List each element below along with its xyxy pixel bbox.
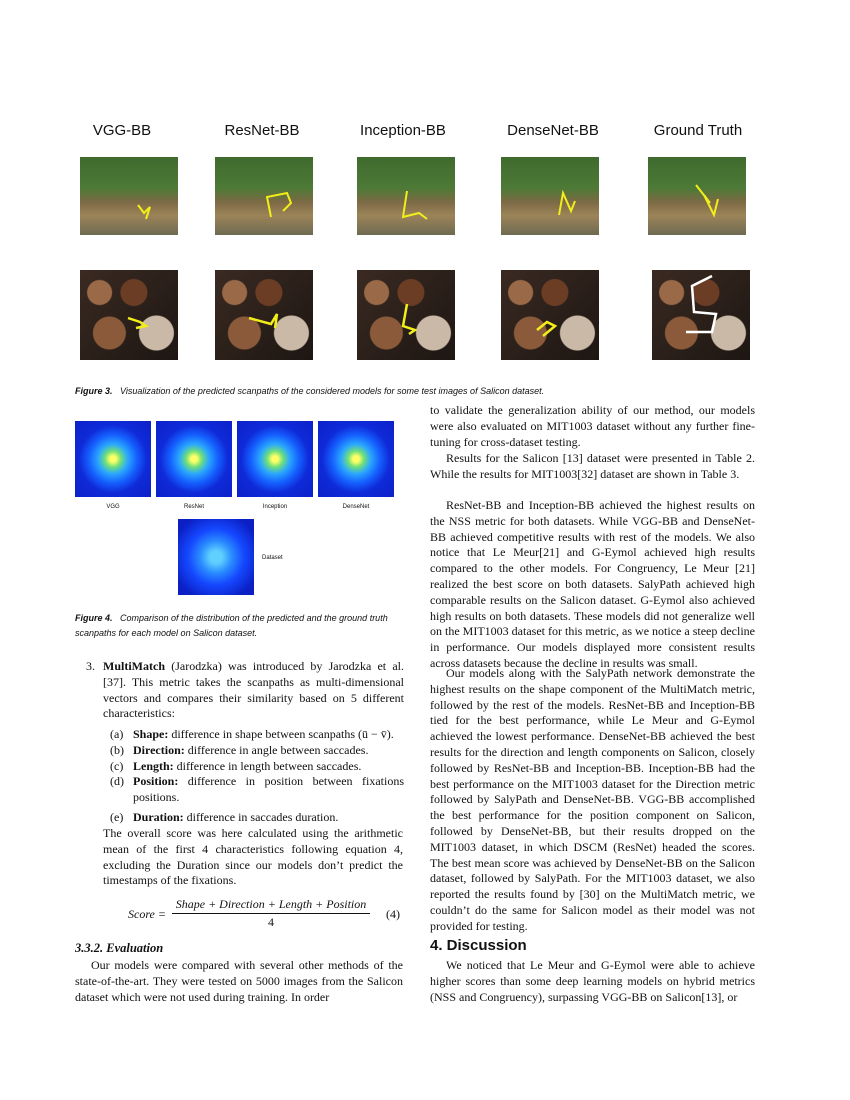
list-item: (e) Duration: difference in saccades duration. bbox=[110, 809, 339, 824]
right-paragraph-2: Results for the Salicon [13] dataset were presented in Table 2. While the results for MIT1003[32] dataset are shown in Table 3. bbox=[430, 451, 755, 481]
figure3-caption bbox=[75, 386, 775, 396]
column-header-vgg: VGG-BB bbox=[92, 122, 152, 139]
right-paragraph-4: Our models along with the SalyPath network demonstrate the highest results on the shape component of the MultiMatch metric, followed by the rest of the models. ResNet-BB and Inception-BB tied for the best performance, while Le Meur and G-Eymol achieved the lowest performance. DenseNet-BB achieved the best results for the direction and length components on Salicon, closely followed by ResNet-BB and Inception-BB. Inception-BB had the best performance on the MIT1003 dataset for the Direction metric followed by SalyPath and DenseNet-BB. VGG-BB accomplished the best performance for the position component on Salicon, followed by DenseNet-BB, but their results dropped on the MIT1003 dataset, in which DSCM (ResNet) headed the scores. The best mean score was achieved by DenseNet-BB on the Salicon dataset, followed by SalyPath. For the MIT1003 dataset, we also reported the results found by [30] on the MultiMatch metric, we couldn’t do the same for Salicon model as their model was not provided for testing. bbox=[430, 666, 755, 933]
figure4-caption-text: Comparison of the distribution of the predicted and the ground truth scanpaths for each model on Salicon dataset. bbox=[75, 613, 388, 638]
heatmap-dataset bbox=[178, 519, 254, 595]
heatmap-densenet bbox=[318, 421, 394, 497]
equation-4 bbox=[128, 897, 403, 931]
scanpath-image-baseball-ground-truth bbox=[648, 157, 746, 235]
column-header-resnet: ResNet-BB bbox=[224, 122, 300, 139]
heatmap-label-vgg: VGG bbox=[106, 504, 120, 510]
section-heading-discussion: 4. Discussion bbox=[430, 937, 527, 954]
heatmap-label-resnet: ResNet bbox=[183, 504, 204, 510]
scanpath-image-food-vgg bbox=[80, 270, 178, 360]
heatmap-label-dataset: Dataset bbox=[262, 555, 283, 561]
fraction-bar bbox=[172, 913, 370, 914]
list-item: (b) Direction: difference in angle between saccades. bbox=[110, 742, 369, 757]
scanpath-image-food-densenet bbox=[501, 270, 599, 360]
heatmap-label-densenet: DenseNet bbox=[342, 504, 370, 510]
list-item: (a) Shape: difference in shape between scanpaths (ū − v̄). bbox=[110, 727, 394, 741]
heatmap-resnet bbox=[156, 421, 232, 497]
figure4-caption-label: Figure 4. bbox=[75, 613, 113, 623]
scanpath-image-baseball-vgg bbox=[80, 157, 178, 235]
scanpath-image-baseball-resnet bbox=[215, 157, 313, 235]
equation-numerator: Shape + Direction + Length + Position bbox=[175, 897, 367, 911]
scanpath-image-food-inception bbox=[357, 270, 455, 360]
column-header-inception: Inception-BB bbox=[360, 122, 446, 139]
equation-tag: (4) bbox=[386, 907, 400, 921]
right-paragraph-3: ResNet-BB and Inception-BB achieved the highest results on the NSS metric for both datasets. While VGG-BB and DenseNet-BB achieved competitive results with rest of the models. We also notice that Le Meur[21] and G-Eymol achieved high results compared to the other models. For Congruency, Le Meur [21] realized the best score on both datasets. SalyPath achieved high comparable results on the Salicon dataset. G-Eymol also achieved high results on both datasets. These models did not generalize well on the MIT1003 dataset for this metric, as we notice a steep decline in performance. Our models displayed more consistent results across datasets because the decline in results was small. bbox=[430, 498, 755, 670]
list-item: (c) Length: difference in length between saccades. bbox=[110, 758, 362, 773]
figure3-caption-label: Figure 3. bbox=[75, 386, 113, 396]
equation-denominator: 4 bbox=[268, 915, 274, 929]
scanpath-image-baseball-inception bbox=[357, 157, 455, 235]
figure4-caption bbox=[75, 611, 405, 641]
equation-lhs: Score = bbox=[128, 907, 166, 921]
list-item: (d) Position: difference in position between fixations positions. bbox=[110, 774, 404, 805]
discussion-paragraph: We noticed that Le Meur and G-Eymol were able to achieve higher scores than some deep learning models on hybrid metrics (NSS and Congruency), surpassing VGG-BB on Salicon[13], or bbox=[430, 958, 755, 1004]
characteristics-list bbox=[110, 727, 404, 826]
scanpath-image-food-ground-truth bbox=[652, 270, 750, 360]
scanpath-image-baseball-densenet bbox=[501, 157, 599, 235]
multimatch-text: (Jarodzka) was introduced by Jarodzka et al. [37]. This metric takes the scanpaths as multi-dimensional vectors and compares their similarity based on 5 different characteristics: bbox=[103, 659, 404, 721]
multimatch-term: MultiMatch bbox=[103, 659, 165, 673]
item-number: 3. bbox=[86, 659, 95, 673]
heatmap-inception bbox=[237, 421, 313, 497]
heatmap-vgg bbox=[75, 421, 151, 497]
right-paragraph-1: to validate the generalization ability of our method, our models were also evaluated on MIT1003 dataset without any further fine-tuning for cross-dataset testing. bbox=[430, 403, 755, 449]
figure3-caption-text: Visualization of the predicted scanpaths of the considered models for some test images of Salicon dataset. bbox=[120, 386, 545, 396]
heatmap-label-inception: Inception bbox=[262, 504, 288, 510]
column-header-ground-truth: Ground Truth bbox=[653, 122, 743, 139]
column-header-densenet: DenseNet-BB bbox=[507, 122, 599, 139]
overall-score-paragraph: The overall score was here calculated using the arithmetic mean of the first 4 characteristics following equation 4, excluding the Duration since our models don’t predict the timestamps of the fixations. bbox=[103, 826, 403, 888]
scanpath-image-food-resnet bbox=[215, 270, 313, 360]
multimatch-item bbox=[86, 659, 404, 722]
section-heading-evaluation: 3.3.2. Evaluation bbox=[75, 941, 164, 955]
evaluation-paragraph: Our models were compared with several other methods of the state-of-the-art. They were tested on 5000 images from the Salicon dataset which were not used during training. In order bbox=[75, 958, 403, 1004]
